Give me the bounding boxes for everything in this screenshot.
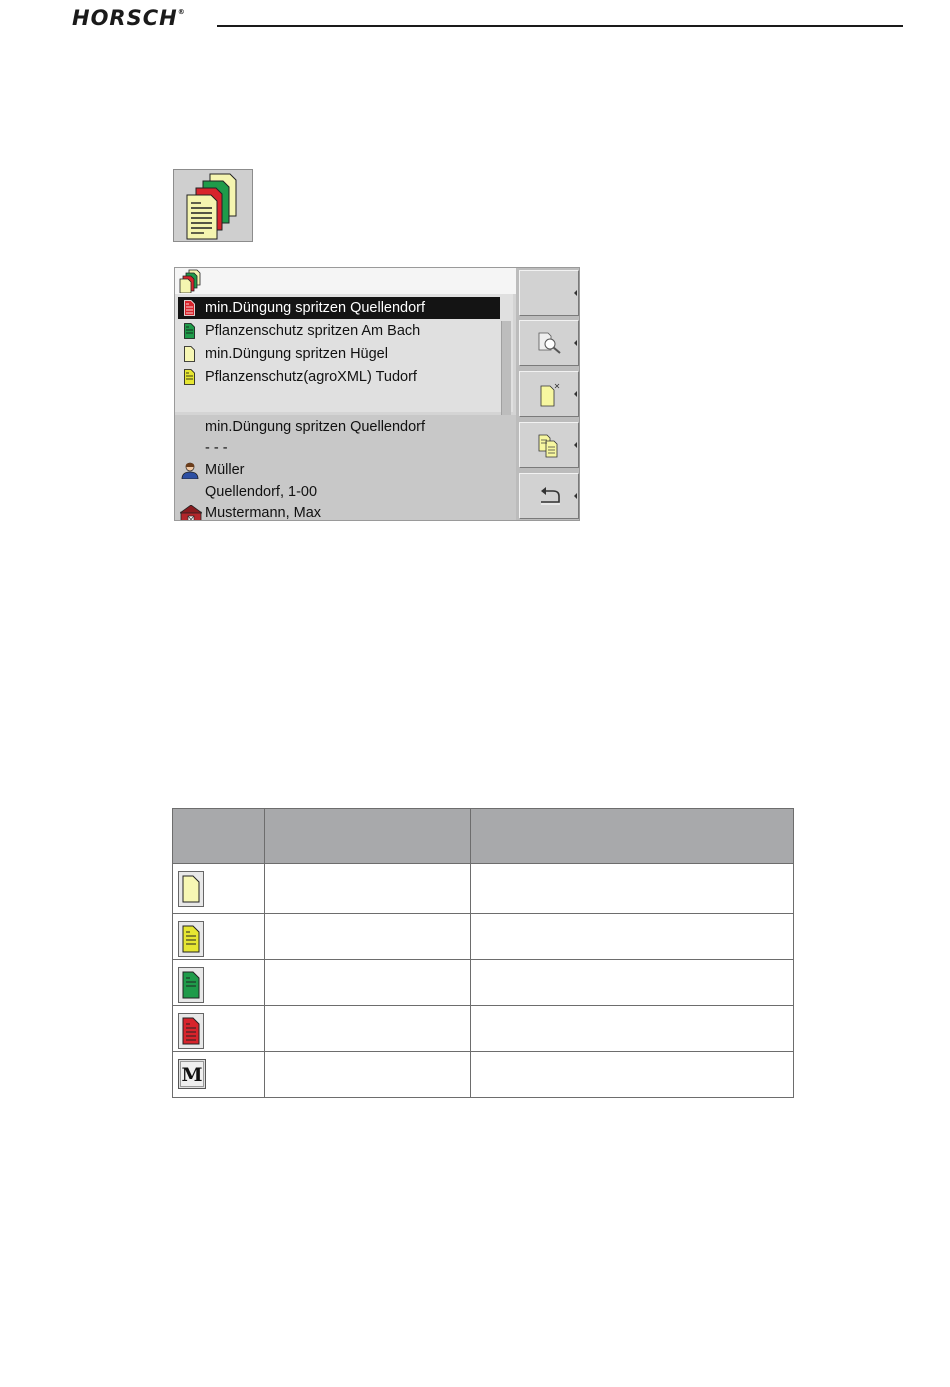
red-document-icon	[178, 1013, 204, 1049]
task-list[interactable]	[175, 294, 513, 412]
table-row	[173, 864, 794, 914]
legend-cell	[471, 864, 794, 914]
legend-cell	[264, 1006, 470, 1052]
legend-cell	[471, 1052, 794, 1098]
task-documents-icon[interactable]	[173, 169, 253, 242]
light-yellow-document-icon	[178, 871, 204, 907]
legend-header-cell	[173, 809, 265, 864]
legend-cell	[264, 864, 470, 914]
task-item-label: Pflanzenschutz(agroXML) Tudorf	[205, 369, 417, 385]
legend-header-row	[173, 809, 794, 864]
legend-cell	[471, 1006, 794, 1052]
legend-icon-cell	[173, 914, 265, 960]
terminal-title-bar	[175, 268, 516, 294]
legend-cell	[471, 914, 794, 960]
detail-placeholder: - - -	[205, 440, 228, 456]
task-item-2[interactable]	[178, 320, 500, 342]
legend-icon-cell	[173, 960, 265, 1006]
softkey-search[interactable]	[519, 320, 579, 366]
table-row	[173, 960, 794, 1006]
svg-text:M: M	[181, 1064, 203, 1086]
legend-icon-cell	[173, 1052, 265, 1098]
legend-icon-cell	[173, 1006, 265, 1052]
yellow-document-icon	[184, 369, 195, 392]
yellow-document-icon	[178, 921, 204, 957]
farm-building-icon	[180, 505, 202, 521]
task-item-label: min.Düngung spritzen Hügel	[205, 346, 388, 362]
legend-header-cell	[264, 809, 470, 864]
softkey-bar	[516, 268, 580, 521]
legend-table	[172, 808, 794, 1098]
legend-cell	[471, 960, 794, 1006]
legend-cell	[264, 960, 470, 1006]
task-item-3[interactable]	[178, 343, 500, 365]
table-row	[173, 1006, 794, 1052]
m-letter-icon	[178, 1059, 206, 1089]
softkey-1[interactable]	[519, 270, 579, 316]
table-row	[173, 914, 794, 960]
detail-worker: Müller	[175, 459, 516, 481]
header-rule	[217, 25, 903, 27]
task-item-1[interactable]	[178, 297, 500, 319]
legend-icon-cell	[173, 864, 265, 914]
softkey-back[interactable]	[519, 473, 579, 519]
softkey-new-document[interactable]	[519, 371, 579, 417]
legend-cell	[264, 914, 470, 960]
detail-task-name: min.Düngung spritzen Quellendorf	[205, 419, 426, 435]
green-document-icon	[178, 967, 204, 1003]
detail-field: Quellendorf, 1-00	[205, 484, 318, 500]
task-item-label: min.Düngung spritzen Quellendorf	[205, 300, 426, 316]
task-details-panel	[175, 415, 516, 521]
task-item-4[interactable]	[178, 366, 500, 388]
legend-header-cell	[471, 809, 794, 864]
legend-cell	[264, 1052, 470, 1098]
detail-customer: Mustermann, Max	[175, 502, 516, 521]
table-row	[173, 1052, 794, 1098]
task-terminal-screen	[174, 267, 580, 521]
horsch-logo: HORSCH®	[72, 6, 186, 30]
task-item-label: Pflanzenschutz spritzen Am Bach	[205, 323, 421, 339]
softkey-copy-document[interactable]	[519, 422, 579, 468]
